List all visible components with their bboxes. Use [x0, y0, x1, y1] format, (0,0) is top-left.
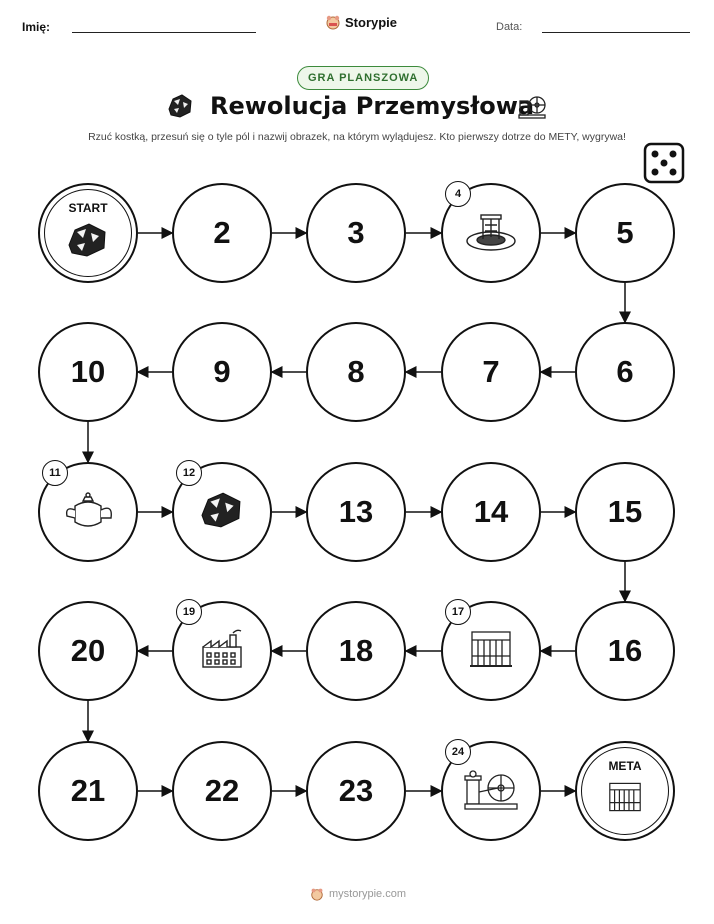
board-cell-24[interactable]	[441, 741, 541, 841]
board-cell-14[interactable]	[441, 462, 541, 562]
board-cell-15[interactable]	[575, 462, 675, 562]
name-label: Imię:	[22, 20, 51, 34]
board-cell-18[interactable]	[306, 601, 406, 701]
start-label: START	[68, 201, 108, 215]
cell-tag: 17	[445, 599, 471, 625]
steam-engine-icon	[463, 766, 519, 817]
board-cell-9[interactable]	[172, 322, 272, 422]
board-cell-7[interactable]	[441, 322, 541, 422]
cell-number: 2	[213, 215, 231, 250]
teapot-icon	[61, 488, 115, 537]
board-cell-16[interactable]	[575, 601, 675, 701]
board-cell-start[interactable]	[38, 183, 138, 283]
cell-number: 13	[338, 494, 374, 529]
cell-number: 7	[482, 354, 500, 389]
storypie-mascot-icon	[310, 887, 324, 901]
cell-tag: 19	[176, 599, 202, 625]
board-cell-10[interactable]	[38, 322, 138, 422]
cell-number: 23	[338, 773, 374, 808]
board-cell-8[interactable]	[306, 322, 406, 422]
board-cell-23[interactable]	[306, 741, 406, 841]
coal-icon	[65, 221, 111, 264]
loom-icon	[605, 778, 645, 821]
footer-url: mystorypie.com	[329, 888, 407, 900]
board-cell-4[interactable]	[441, 183, 541, 283]
board-cell-13[interactable]	[306, 462, 406, 562]
cell-number: 21	[70, 773, 106, 808]
cell-number: 3	[347, 215, 365, 250]
board-cell-22[interactable]	[172, 741, 272, 841]
cell-number: 14	[473, 494, 509, 529]
board-cell-20[interactable]	[38, 601, 138, 701]
cell-number: 18	[338, 633, 374, 668]
cell-number: 22	[204, 773, 240, 808]
footer	[310, 887, 406, 901]
page-title: Rewolucja Przemysłowa	[210, 92, 535, 120]
cell-tag: 4	[445, 181, 471, 207]
cell-number: 16	[607, 633, 643, 668]
board-cell-19[interactable]	[172, 601, 272, 701]
instructions: Rzuć kostką, przesuń się o tyle pól i nazwij obrazek, na którym wylądujesz. Kto pierwszy dotrze do METY, wygrywa!	[88, 131, 626, 143]
game-badge: GRA PLANSZOWA	[297, 66, 429, 90]
cell-number: 10	[70, 354, 106, 389]
board-cell-17[interactable]	[441, 601, 541, 701]
cell-number: 20	[70, 633, 106, 668]
factory-icon	[197, 627, 247, 676]
cell-number: 5	[616, 215, 634, 250]
finish-label: META	[608, 759, 642, 773]
board-cell-3[interactable]	[306, 183, 406, 283]
cell-number: 6	[616, 354, 634, 389]
coal-icon	[197, 490, 247, 535]
board-cell-5[interactable]	[575, 183, 675, 283]
cell-number: 9	[213, 354, 231, 389]
date-label: Data:	[496, 21, 523, 33]
cell-number: 8	[347, 354, 365, 389]
board-cell-finish[interactable]	[575, 741, 675, 841]
cell-tag: 11	[42, 460, 68, 486]
board-cell-2[interactable]	[172, 183, 272, 283]
loom-icon	[466, 626, 516, 677]
board-cell-12[interactable]	[172, 462, 272, 562]
cell-tag: 24	[445, 739, 471, 765]
board-cell-11[interactable]	[38, 462, 138, 562]
cell-number: 15	[607, 494, 643, 529]
mine-shaft-icon	[463, 209, 519, 258]
board-cell-21[interactable]	[38, 741, 138, 841]
cell-tag: 12	[176, 460, 202, 486]
brand-name: Storypie	[345, 14, 398, 30]
board-cell-6[interactable]	[575, 322, 675, 422]
